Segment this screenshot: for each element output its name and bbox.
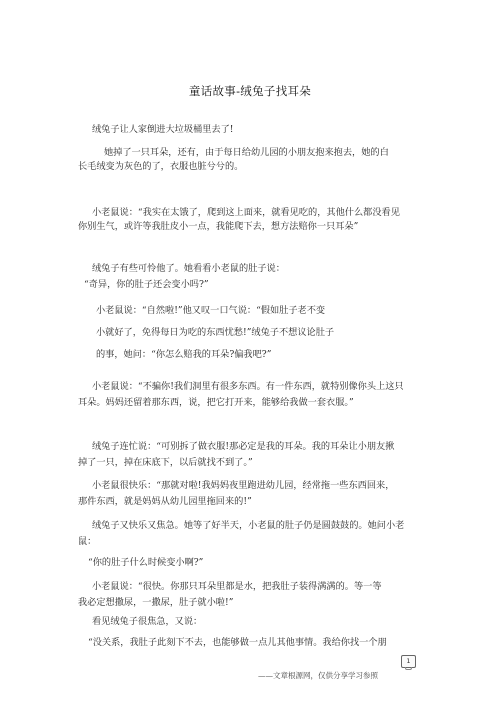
body-line: 我必定想撒尿，一撒尿，肚子就小啦!” — [78, 597, 234, 608]
page-title: 童话故事-绒兔子找耳朵 — [188, 84, 312, 98]
body-line: 的事，她问：“你怎么赔我的耳朵?偏我吧?” — [96, 349, 272, 360]
body-line: “你的肚子什么时候变小啊?” — [88, 557, 204, 568]
body-line: 她掉了一只耳朵，还有，由于每日给幼儿园的小朋友抱来抱去，她的白 — [104, 147, 389, 158]
body-line: “没关系，我肚子此刻下不去，也能够做一点儿其他事情。我给你找一个朋 — [88, 637, 387, 648]
body-line: 小老鼠很快乐：“那就对啦!我妈妈夜里跑进幼儿园，经常拖一些东西回来， — [92, 480, 395, 491]
body-line: 绒兔子又快乐又焦急。她等了好半天，小老鼠的肚子仍是圆鼓鼓的。她问小老 — [92, 520, 405, 531]
body-line: 你别生气，或许等我肚皮小一点，我能爬下去，想方法赔你一只耳朵” — [78, 221, 359, 232]
body-line: 长毛绒变为灰色的了，衣服也脏兮兮的。 — [78, 161, 244, 172]
body-line: 鼠： — [78, 536, 97, 547]
body-line: 掉了一只，掉在床底下，以后就找不到了。” — [78, 457, 253, 468]
body-line: “奇异，你的肚子还会变小吗?” — [84, 279, 209, 290]
body-line: 耳朵。妈妈还留着那东西，说，把它打开来，能够给我做一套衣服。” — [78, 397, 354, 408]
body-line: 那件东西，就是妈妈从幼儿园里拖回来的!” — [78, 496, 252, 507]
body-line: 小老鼠说：“我实在太饿了，爬到这上面来，就看见吃的，其他什么都没看见 — [92, 207, 400, 218]
body-line: 看见绒兔子很焦急，又说： — [92, 616, 203, 627]
body-line: 绒兔子连忙说：“可别拆了做衣服!那必定是我的耳朵。我的耳朵让小朋友揪 — [92, 441, 395, 452]
body-line: 小老鼠说：“不骗你!我们洞里有很多东西。有一件东西，就特别像你头上这只 — [92, 381, 404, 392]
body-line: 绒兔子有些可怜他了。她看看小老鼠的肚子说： — [92, 263, 285, 274]
page-footer: ——文章根源网，仅供分享学习参照 — [258, 671, 378, 680]
body-line: 绒兔子让人家倒进大垃圾桶里去了! — [92, 124, 234, 135]
page-number-badge: 1 — [401, 655, 416, 668]
body-line: 小就好了，免得每日为吃的东西忧愁!”绒兔子不想议论肚子 — [96, 327, 335, 338]
body-line: 小老鼠说：“很快。你那只耳朵里都是水，把我肚子装得满满的。等一等 — [92, 581, 382, 592]
body-line: 小老鼠说：“自然啦!”他又叹一口气说：“假如肚子老不变 — [96, 305, 326, 316]
